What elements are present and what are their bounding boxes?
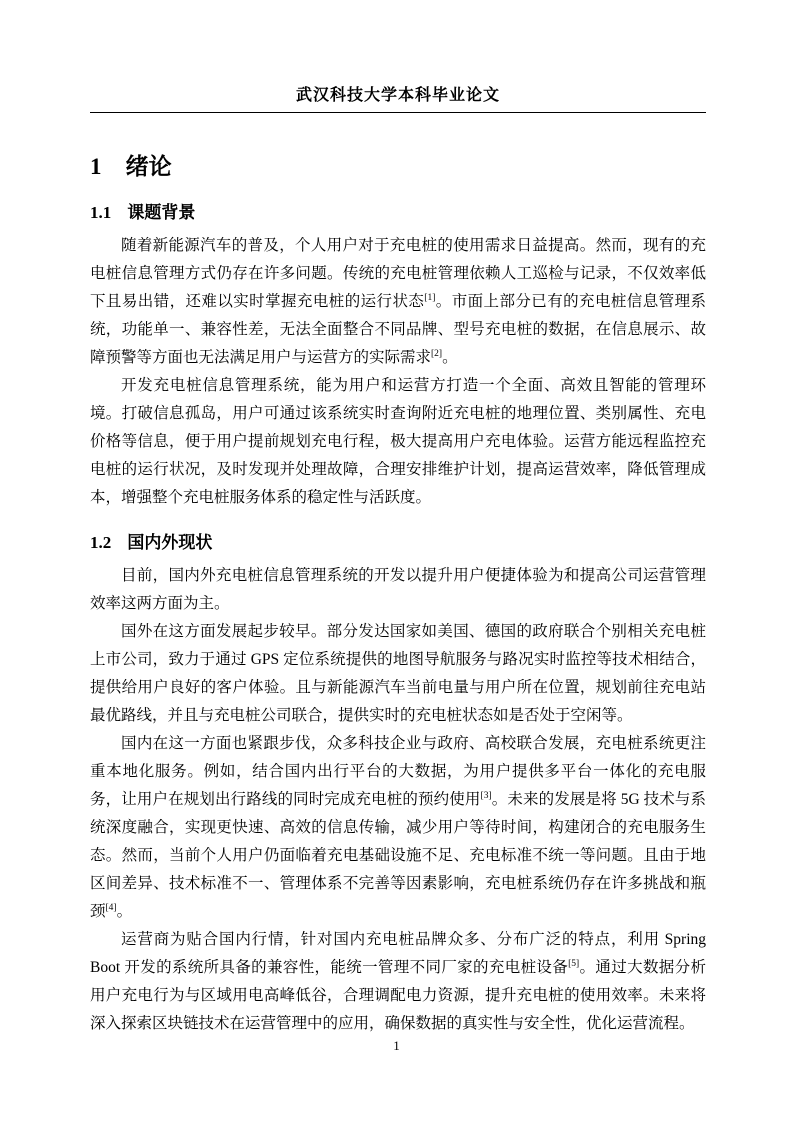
body-paragraph — [90, 926, 706, 1038]
section-paragraphs — [90, 562, 706, 1038]
section-title: 国内外现状 — [127, 533, 213, 552]
section-number: 1.2 — [90, 533, 112, 552]
paragraph-text: 国外在这方面发展起步较早。部分发达国家如美国、德国的政府联合个别相关充电桩上市公司，致力于通过 GPS 定位系统提供的地图导航服务与路况实时监控等技术相结合，提供给用户良好的客户体验。且与新能源汽车当前电量与用户所在位置，规划前往充电站最优路线，并且与充电桩公司联合，提供实时的充电桩状态如是否处于空闲等。 — [90, 623, 706, 724]
body-paragraph — [90, 232, 706, 372]
citation-reference: [5] — [568, 958, 580, 969]
paragraph-text: 目前，国内外充电桩信息管理系统的开发以提升用户便捷体验为和提高公司运营管理效率这两方面为主。 — [90, 567, 706, 612]
chapter-number: 1 — [90, 154, 102, 179]
body-paragraph — [90, 730, 706, 926]
paragraph-text: 。 — [116, 903, 133, 920]
paragraph-text: 。未来的发展是将 5G 技术与系统深度融合，实现更快速、高效的信息传输，减少用户等待时间，构建闭合的充电服务生态。然而，当前个人用户仍面临着充电基础设施不足、充电标准不统一等问题。且由于地区间差异、技术标准不一、管理体系不完善等因素影响，充电桩系统仍存在许多挑战和瓶颈 — [90, 791, 706, 920]
citation-reference: [3] — [480, 790, 492, 801]
section-heading — [90, 531, 706, 555]
page-number: 1 — [393, 1038, 400, 1053]
header-title: 武汉科技大学本科毕业论文 — [295, 87, 500, 104]
paragraph-text: 。 — [442, 349, 458, 366]
paragraph-text: 。通过大数据分析用户充电行为与区域用电高峰低谷，合理调配电力资源，提升充电桩的使用效率。未来将深入探索区块链技术在运营管理中的应用，确保数据的真实性与安全性，优化运营流程。 — [90, 959, 706, 1032]
paragraph-text: 运营商为贴合国内行情，针对国内充电桩品牌众多、分布广泛的特点，利用 Spring Boot 开发的系统所具备的兼容性，能统一管理不同厂家的充电桩设备 — [90, 931, 706, 976]
page-content — [90, 151, 706, 1038]
citation-reference: [1] — [424, 292, 436, 303]
paragraph-text: 。市面上部分已有的充电桩信息管理系统，功能单一、兼容性差，无法全面整合不同品牌、型号充电桩的数据，在信息展示、故障预警等方面也无法满足用户与运营方的实际需求 — [90, 293, 706, 366]
paragraph-text: 开发充电桩信息管理系统，能为用户和运营方打造一个全面、高效且智能的管理环境。打破信息孤岛，用户可通过该系统实时查询附近充电桩的地理位置、类别属性、充电价格等信息，便于用户提前规划充电行程，极大提高用户充电体验。运营方能远程监控充电桩的运行状况，及时发现并处理故障，合理安排维护计划，提高运营效率，降低管理成本，增强整个充电桩服务体系的稳定性与活跃度。 — [90, 377, 706, 506]
page-header — [90, 86, 706, 113]
paragraph-text: 随着新能源汽车的普及，个人用户对于充电桩的使用需求日益提高。然而，现有的充电桩信息管理方式仍存在许多问题。传统的充电桩管理依赖人工巡检与记录，不仅效率低下且易出错，还难以实时掌握充电桩的运行状态 — [90, 237, 706, 310]
section-number: 1.1 — [90, 203, 112, 222]
section-background — [90, 201, 706, 512]
section-paragraphs — [90, 232, 706, 512]
body-paragraph — [90, 618, 706, 730]
paragraph-text: 国内在这一方面也紧跟步伐，众多科技企业与政府、高校联合发展，充电桩系统更注重本地化服务。例如，结合国内出行平台的大数据，为用户提供多平台一体化的充电服务，让用户在规划出行路线的同时完成充电桩的预约使用 — [90, 735, 706, 808]
body-paragraph — [90, 372, 706, 512]
body-paragraph — [90, 562, 706, 618]
chapter-title: 绪论 — [125, 153, 172, 179]
citation-reference: [4] — [105, 902, 117, 913]
section-title: 课题背景 — [127, 203, 196, 222]
section-heading — [90, 201, 706, 225]
section-domestic-foreign-status — [90, 531, 706, 1038]
citation-reference: [2] — [431, 348, 443, 359]
chapter-heading — [90, 151, 706, 182]
